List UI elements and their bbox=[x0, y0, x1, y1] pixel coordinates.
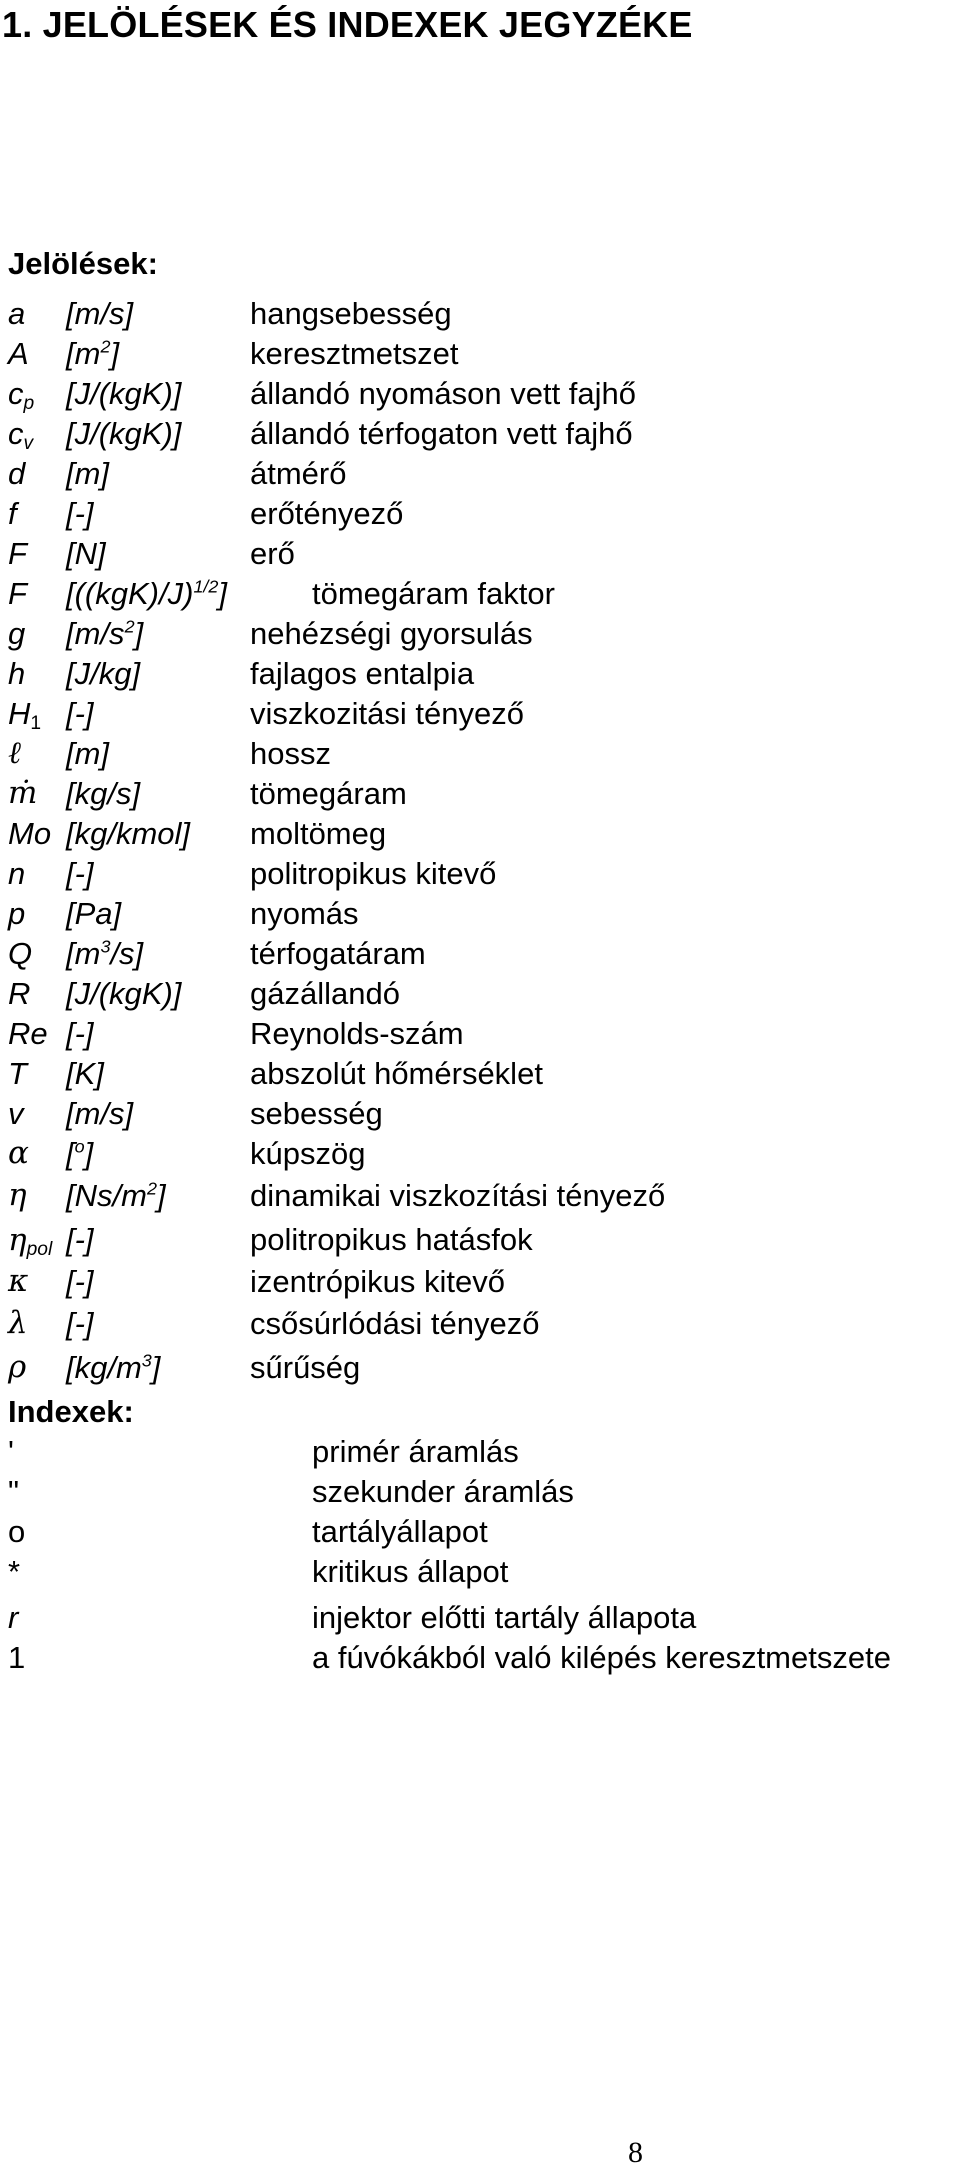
notation-description: hangsebesség bbox=[250, 296, 452, 331]
notation-unit: [m] bbox=[66, 736, 110, 771]
notation-description: erő bbox=[250, 536, 295, 571]
notation-unit: [J/(kgK)] bbox=[66, 976, 182, 1011]
index-symbol: ' bbox=[8, 1434, 14, 1469]
notation-symbol: h bbox=[8, 656, 26, 691]
notation-symbol: η bbox=[8, 1177, 27, 1213]
notation-description: abszolút hőmérséklet bbox=[250, 1056, 543, 1091]
notation-symbol: F bbox=[8, 576, 27, 611]
notation-unit: $[kg/m^3]$ bbox=[66, 1350, 161, 1385]
notation-unit: [-] bbox=[66, 856, 94, 891]
notation-symbol: κ bbox=[8, 1263, 29, 1299]
index-symbol: " bbox=[8, 1474, 20, 1509]
index-description: a fúvókákból való kilépés keresztmetszete bbox=[312, 1640, 891, 1675]
notation-unit: $[((kgK)/J)^{1/2}]$ bbox=[66, 576, 228, 611]
notation-description: sűrűség bbox=[250, 1350, 361, 1385]
notation-symbol: R bbox=[8, 976, 31, 1011]
notation-description: Reynolds-szám bbox=[250, 1016, 464, 1051]
index-symbol: 1 bbox=[8, 1640, 26, 1675]
notation-symbol: λ bbox=[8, 1305, 28, 1341]
notation-symbol: F bbox=[8, 536, 27, 571]
index-description: szekunder áramlás bbox=[312, 1474, 574, 1509]
index-symbol: o bbox=[8, 1514, 26, 1549]
notation-unit: $[m^3/s]$ bbox=[66, 936, 144, 971]
notation-symbol: ηpol bbox=[8, 1222, 53, 1260]
notation-description: tömegáram bbox=[250, 776, 407, 811]
notation-unit: [kg/s] bbox=[66, 776, 141, 811]
notation-symbol: cp bbox=[8, 376, 35, 414]
notation-unit: [kg/kmol] bbox=[66, 816, 191, 851]
notation-unit: $[m/s^2]$ bbox=[66, 616, 144, 651]
index-description: kritikus állapot bbox=[312, 1554, 509, 1589]
notation-symbol: H1 bbox=[8, 696, 42, 734]
notation-symbol: ρ bbox=[8, 1349, 27, 1385]
notation-description: erőtényező bbox=[250, 496, 404, 531]
notation-symbol: v bbox=[8, 1096, 24, 1131]
notation-unit: [J/kg] bbox=[66, 656, 141, 691]
notation-description: dinamikai viszkozítási tényező bbox=[250, 1178, 666, 1213]
notation-unit: [Pa] bbox=[66, 896, 122, 931]
notation-symbol: a bbox=[8, 296, 26, 331]
notation-symbol: T bbox=[8, 1056, 27, 1091]
notation-symbol: ṁ bbox=[8, 775, 38, 811]
notation-symbol: f bbox=[8, 496, 17, 531]
notation-symbol: p bbox=[8, 896, 26, 931]
notation-symbol: g bbox=[8, 616, 26, 651]
notation-symbol: α bbox=[8, 1135, 29, 1171]
notation-unit: [m/s] bbox=[66, 1096, 134, 1131]
notation-symbol: A bbox=[8, 336, 29, 371]
notation-unit: [K] bbox=[66, 1056, 104, 1091]
notation-unit: [-] bbox=[66, 1016, 94, 1051]
notation-description: izentrópikus kitevő bbox=[250, 1264, 506, 1299]
notations-heading: Jelölések: bbox=[8, 246, 158, 281]
notation-symbol: cv bbox=[8, 416, 34, 454]
notation-unit: [N] bbox=[66, 536, 106, 571]
index-symbol: * bbox=[8, 1554, 21, 1589]
notation-unit: [J/(kgK)] bbox=[66, 416, 182, 451]
notation-unit: [$^o$] bbox=[66, 1136, 94, 1171]
indexes-heading: Indexek: bbox=[8, 1394, 134, 1429]
notation-description: hossz bbox=[250, 736, 331, 771]
notation-description: politropikus hatásfok bbox=[250, 1222, 533, 1257]
notation-unit: [m] bbox=[66, 456, 110, 491]
notation-unit: [-] bbox=[66, 1306, 94, 1341]
notation-symbol: n bbox=[8, 856, 26, 891]
notation-unit: $[m^2]$ bbox=[66, 336, 120, 371]
notation-symbol: Mo bbox=[8, 816, 52, 851]
notation-symbol: d bbox=[8, 456, 26, 491]
page-title: 1. JELÖLÉSEK ÉS INDEXEK JEGYZÉKE bbox=[2, 4, 693, 45]
notation-description: politropikus kitevő bbox=[250, 856, 497, 891]
notation-description: csősúrlódási tényező bbox=[250, 1306, 540, 1341]
notation-unit: $[Ns/m^2]$ bbox=[66, 1178, 166, 1213]
notation-symbol: Q bbox=[8, 936, 33, 971]
notation-unit: [-] bbox=[66, 696, 94, 731]
notation-description: moltömeg bbox=[250, 816, 387, 851]
notation-description: átmérő bbox=[250, 456, 347, 491]
index-description: tartályállapot bbox=[312, 1514, 488, 1549]
notation-unit: [m/s] bbox=[66, 296, 134, 331]
notation-unit: [-] bbox=[66, 1222, 94, 1257]
notation-description: nehézségi gyorsulás bbox=[250, 616, 533, 651]
index-description: primér áramlás bbox=[312, 1434, 519, 1469]
notation-description: nyomás bbox=[250, 896, 359, 931]
notation-unit: [-] bbox=[66, 1264, 94, 1299]
page-number: 8 bbox=[628, 2136, 643, 2169]
notation-description: gázállandó bbox=[250, 976, 400, 1011]
notation-description: állandó nyomáson vett fajhő bbox=[250, 376, 637, 411]
notation-symbol: ℓ bbox=[8, 735, 21, 771]
notation-description: térfogatáram bbox=[250, 936, 426, 971]
notation-description: fajlagos entalpia bbox=[250, 656, 475, 691]
notation-description: keresztmetszet bbox=[250, 336, 459, 371]
index-description: injektor előtti tartály állapota bbox=[312, 1600, 697, 1635]
index-symbol: r bbox=[8, 1600, 19, 1635]
notation-description: sebesség bbox=[250, 1096, 383, 1131]
notation-unit: [J/(kgK)] bbox=[66, 376, 182, 411]
notation-unit: [-] bbox=[66, 496, 94, 531]
notation-description: állandó térfogaton vett fajhő bbox=[250, 416, 633, 451]
notation-description: kúpszög bbox=[250, 1136, 366, 1171]
notation-symbol: Re bbox=[8, 1016, 48, 1051]
notation-description: tömegáram faktor bbox=[312, 576, 555, 611]
notation-description: viszkozitási tényező bbox=[250, 696, 524, 731]
